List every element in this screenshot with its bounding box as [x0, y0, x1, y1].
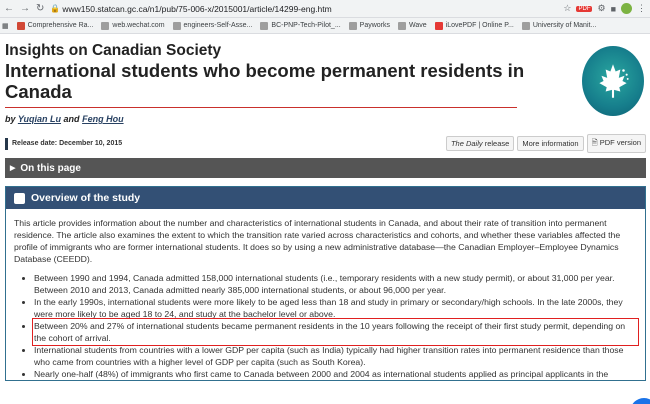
pdf-extension-icon[interactable]: PDF [578, 5, 591, 12]
puzzle-icon[interactable]: ■ [610, 3, 616, 14]
author-link-hou[interactable]: Feng Hou [82, 114, 124, 124]
bookmark-item[interactable]: University of Manit... [522, 22, 596, 30]
title-divider [5, 107, 517, 108]
release-date: Release date: December 10, 2015 [5, 138, 443, 150]
series-title: Insights on Canadian Society [5, 42, 222, 59]
document-icon: 🗎 [591, 138, 598, 147]
forward-icon[interactable]: → [20, 3, 30, 14]
bookmark-favicon-icon [522, 22, 530, 30]
article-page [0, 42, 650, 381]
bookmark-item[interactable]: engineers-Self-Asse... [173, 22, 253, 30]
list-item: • Nearly one-half (48%) of immigrants who first came to Canada between 2000 and 2004 as international students applied as principal applicants in the [34, 368, 637, 380]
bookmark-item[interactable]: iLovePDF | Online P... [435, 22, 514, 30]
more-information-button[interactable]: More information [517, 136, 583, 151]
overview-heading: Overview of the study [6, 187, 645, 209]
overview-body [6, 209, 645, 380]
address-bar [0, 0, 650, 18]
bookmark-favicon-icon [349, 22, 357, 30]
intro-paragraph: This article provides information about the number and characteristics of international students in Canada, and about their rate of transition into permanent residence. The article also examines the extent to which the transition rate varied across characteristics and cohorts, and whether these variables affected the profile of immigrants who are former international students. It does so by using a new administrative database—the Canadian Employer–Employee Dynamics Database (CEEDD). [14, 218, 621, 264]
back-icon[interactable]: ← [4, 3, 14, 14]
bookmark-favicon-icon [398, 22, 406, 30]
url-field[interactable]: www150.statcan.gc.ca/n1/pub/75-006-x/2015001/article/14299-eng.htm [62, 3, 332, 14]
page-title: International students who become permanent residents in Canada [5, 60, 525, 102]
maple-leaf-icon [592, 60, 634, 102]
author-link-lu[interactable]: Yuqian Lu [17, 114, 62, 124]
bookmark-favicon-icon [101, 22, 109, 30]
bookmark-item[interactable]: Payworks [349, 22, 390, 30]
maple-leaf-logo-icon [582, 46, 644, 116]
pdf-version-button[interactable]: 🗎 PDF version [587, 134, 646, 153]
bookmark-item[interactable]: Wave [398, 22, 427, 30]
apps-icon[interactable]: ▦ [2, 22, 9, 30]
list-item: • International students from countries with a lower GDP per capita (such as India) typically had higher transition rates into permanent residence than those who came from countries with a higher level of GDP per capita (such as South Korea). [34, 344, 637, 368]
on-this-page-toggle[interactable]: ▶ On this page [5, 158, 646, 178]
bookmark-favicon-icon [435, 22, 443, 30]
list-item: • In the early 1990s, international students were more likely to be aged less than 18 and study in primary or secondary/high schools. In the late 2000s, they were more likely to be aged 18 to 24, and study at the bachelor level or above. [34, 296, 637, 320]
highlighted-list-item: • Between 20% and 27% of international students became permanent residents in the 10 years following the receipt of their first study permit, depending on the cohort of arrival. [34, 320, 637, 344]
authors-line: by Yuqian Lu and Feng Hou [5, 114, 124, 124]
overview-panel [5, 186, 646, 381]
findings-list [14, 272, 637, 380]
bookmarks-bar [0, 18, 650, 34]
release-row [5, 134, 650, 153]
menu-icon[interactable]: ⋮ [637, 3, 646, 13]
list-item: • Between 1990 and 1994, Canada admitted 158,000 international students (i.e., temporary residents with a new study permit), or about 31,000 per year. Between 2010 and 2013, Canada admitted nearly 385,000 international students, or about 96,000 per year. [34, 272, 637, 296]
bookmark-item[interactable]: Comprehensive Ra... [17, 22, 94, 30]
avatar[interactable] [621, 3, 632, 14]
bookmark-item[interactable]: web.wechat.com [101, 22, 164, 30]
bookmark-favicon-icon [17, 22, 25, 30]
lock-icon[interactable]: 🔒 [50, 4, 61, 13]
bookmark-favicon-icon [260, 22, 268, 30]
bookmark-favicon-icon [173, 22, 181, 30]
gear-icon[interactable]: ⚙ [597, 3, 606, 13]
checklist-icon [14, 193, 25, 204]
reload-icon[interactable]: ↻ [36, 3, 45, 14]
star-icon[interactable]: ☆ [563, 3, 572, 13]
floating-action-button[interactable] [630, 398, 650, 404]
daily-release-button[interactable]: The Daily release [446, 136, 514, 151]
bookmark-item[interactable]: BC-PNP-Tech-Pilot_... [260, 22, 340, 30]
caret-right-icon: ▶ [10, 165, 16, 172]
